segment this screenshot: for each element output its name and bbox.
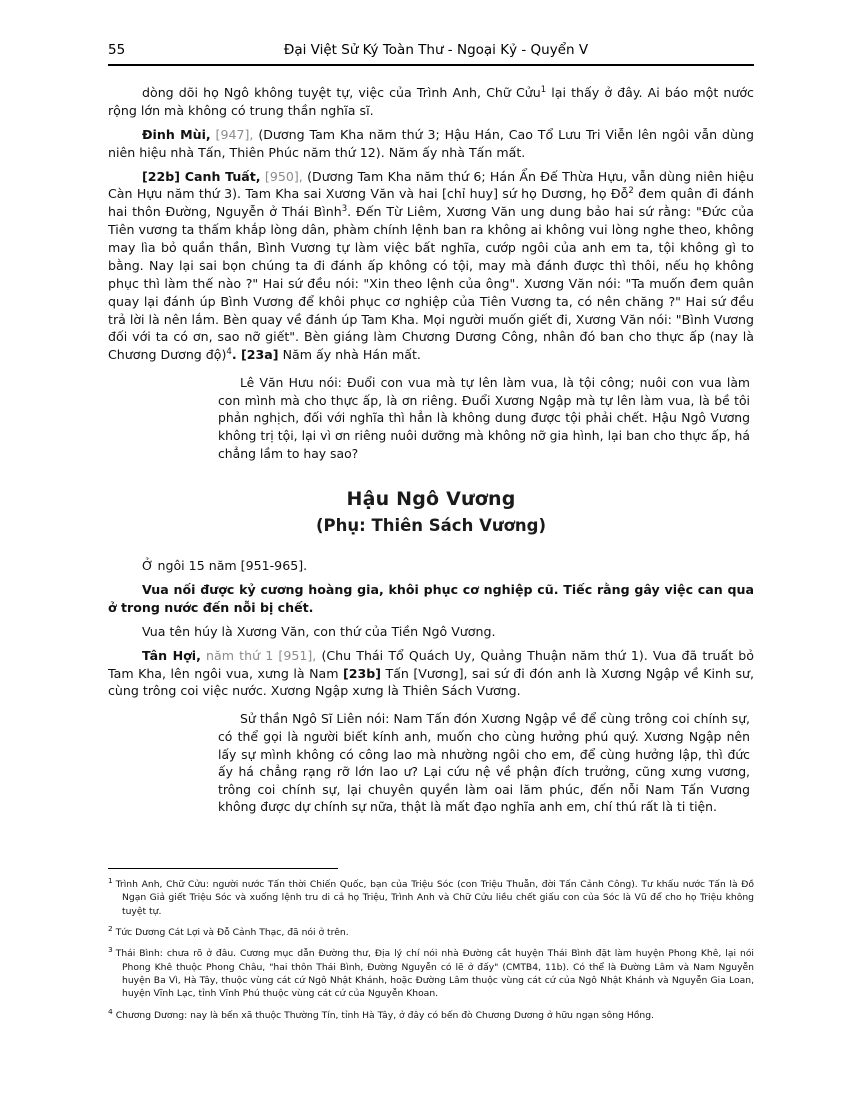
section-subtitle: (Phụ: Thiên Sách Vương) — [315, 516, 547, 536]
footnote-ref-4[interactable]: 4 — [226, 347, 232, 358]
header-rule — [108, 64, 754, 66]
footnote-item — [108, 947, 754, 1000]
footnote-number: 3 — [108, 945, 113, 955]
footnote-text: Tức Dương Cát Lợi và Đỗ Cảnh Thạc, đã nói ở trên. — [115, 926, 349, 938]
paragraph-tan-hoi-text-a: (Chu Thái Tổ Quách Uy, Quảng Thuận năm thứ 1). Vua đã truất bỏ Tam Kha, lên ngôi vua, xưng là Nam — [108, 647, 755, 681]
paragraph-name: Vua tên húy là Xương Văn, con thứ của Tiền Ngô Vương. — [142, 623, 496, 639]
folio-marker-23b: [23b] — [342, 665, 382, 681]
footnote-number: 2 — [108, 923, 113, 933]
paragraph-3 — [108, 168, 754, 365]
year-label-tan-hoi: Tân Hợi, — [142, 647, 201, 663]
paragraph-tan-hoi-text-b: Tấn [Vương], sai sứ đi đón anh là Xương Ngập về Kinh sư, cùng trông coi việc nước. Xương Ngập xưng là Thiên Sách Vương. — [108, 665, 754, 699]
year-label-dinh-mui: Đinh Mùi, — [142, 126, 211, 142]
footnote-item — [108, 875, 754, 918]
commentary-le-van-huu-text: Lê Văn Hưu nói: Đuổi con vua mà tự lên làm vua, là tội công; nuôi con vua làm con mình mà cho thực ấp, là ơn riêng. Đuổi Xương Ngập mà tự lên làm vua, là bề tôi phản nghịch, đối với nghĩa thì hẳn là không dung được tội phải chết. Hậu Ngô Vương không trị tội, lại vì ơn riêng nuôi dưỡng mà không nỡ gia hình, lại ban cho thực ấp, há chẳng lầm to hay sao? — [218, 375, 750, 461]
footnote-item — [108, 923, 754, 939]
paragraph-reign-length: Ở ngôi 15 năm [951-965]. — [142, 558, 308, 574]
paragraph-1-continued: lại thấy ở đây. Ai báo một nước rộng lớn mà không có trung thần nghĩa sĩ. — [108, 85, 754, 118]
footnote-ref-2[interactable]: 2 — [628, 186, 634, 197]
paragraph-2-text: (Dương Tam Kha năm thứ 3; Hậu Hán, Cao Tổ Lưu Tri Viễn lên ngôi vẫn dùng niên hiệu nhà Tấn, Thiên Phúc năm thứ 12). Năm ấy nhà Tấn mất. — [108, 126, 754, 160]
running-head-title: Đại Việt Sử Ký Toàn Thư - Ngoại Kỷ - Quyển V — [283, 42, 589, 58]
paragraph-3-text-b: đem quân đi đánh hai thôn Đường, Nguyễn ở Thái Bình — [108, 186, 754, 220]
year-gregorian-950: [950], — [260, 168, 303, 184]
paragraph-3-text-c: . Đến Từ Liêm, Xương Văn ung dung bảo hai sứ rằng: "Đức của Tiên vương ta thấm khắp lòng dân, phàm chính lệnh ban ra không ai không vui lòng nghe theo, không may lìa bỏ quần thần, Bình Vương tự làm việc bất nghĩa, cướp ngôi của anh em ta, tội không gì to bằng. Nay lại sai bọn chúng ta đi đánh ấp không có tội, may mà đánh được thì thôi, nếu họ không phục thì làm thế nào ?" Hai sứ đều nói: "Xin theo lệnh của ông". Xương Văn nói: "Ta muốn đem quân quay lại đánh úp Bình Vương để khôi phục cơ nghiệp của Tiên Vương ta, có nên chăng ?" Hai sứ đều trả lời là nên lắm. Bèn quay về đánh úp Tam Kha. Mọi người muốn giết đi, Xương Văn nói: "Bình Vương đối với ta có ơn, sao nỡ giết". Bèn giáng làm Chương Dương Công, nhân đó ban cho thực ấp (nay là Chương Dương độ) — [108, 204, 754, 363]
section-title: Hậu Ngô Vương — [346, 488, 516, 511]
footnote-item — [108, 1006, 754, 1022]
paragraph-3-text-a: (Dương Tam Kha năm thứ 6; Hán Ẩn Đế Thừa Hựu, vẫn dùng niên hiệu Càn Hựu năm thứ 3). Tam Kha sai Xương Văn và hai [chỉ huy] sứ họ Dương, họ Đỗ — [108, 168, 755, 202]
page-number: 55 — [108, 42, 126, 58]
footnote-ref-3[interactable]: 3 — [341, 204, 348, 215]
footnote-separator-rule — [108, 868, 338, 869]
folio-marker-23a: . [23a] — [231, 347, 279, 363]
footnote-text: Thái Bình: chưa rõ ở đâu. Cương mục dẫn Đường thư, Địa lý chí nói nhà Đường cắt huyện Thái Bình đặt làm huyện Phong Khê, lại nói Phong Khê thuộc Phong Châu, "hai thôn Thái Bình, Đường Nguyễn có lẽ ở đấy" (CMTB4, 11b). Có thể là Đường Lâm và Nam Nguyễn huyện Ba Vì, Hà Tây, thuộc vùng cát cứ Ngô Nhật Khánh, hoặc Đường Lâm thuộc vùng cát cứ của Ngô Nhật Khánh và Nguyễn Gia Loan, huyện Vĩnh Lạc, tỉnh Vĩnh Phú thuộc vùng cát cứ của Nguyễn Khoan. — [115, 948, 754, 1000]
commentary-ngo-si-lien — [108, 710, 754, 816]
page-header — [108, 42, 754, 64]
year-gregorian-951: năm thứ 1 [951], — [200, 647, 317, 663]
paragraph-summary: Vua nối được kỷ cương hoàng gia, khôi phục cơ nghiệp cũ. Tiếc rằng gây việc can qua ở trong nước đến nỗi bị chết. — [108, 582, 754, 615]
footnote-number: 4 — [108, 1006, 113, 1016]
footnote-ref-1[interactable]: 1 — [540, 84, 547, 95]
commentary-le-van-huu — [108, 374, 754, 462]
paragraph-1 — [108, 84, 754, 120]
paragraph-3-text-d: Năm ấy nhà Hán mất. — [278, 347, 421, 363]
footnote-number: 1 — [108, 875, 113, 885]
footnotes-section — [108, 868, 754, 1030]
footnote-text: Chương Dương: nay là bến xã thuộc Thường Tín, tỉnh Hà Tây, ở đây có bến đò Chương Dương ở hữu ngạn sông Hồng. — [115, 1009, 654, 1021]
footnote-text: Trình Anh, Chữ Cửu: người nước Tấn thời Chiến Quốc, bạn của Triệu Sóc (con Triệu Thuẫn, đời Tấn Cảnh Công). Tư khấu nước Tấn là Đồ Ngạn Giả giết Triệu Sóc và xuống lệnh tru di cả họ Triệu, Trình Anh và Chữ Cửu liều chết giấu con của Sóc là Vũ để cho họ Triệu không tuyệt tự. — [115, 878, 754, 917]
paragraph-tan-hoi — [108, 647, 754, 701]
commentary-ngo-si-lien-text: Sử thần Ngô Sĩ Liên nói: Nam Tấn đón Xương Ngập về để cùng trông coi chính sự, có thể gọi là người biết kính anh, muốn cho cùng hưởng phú quý. Xương Ngập nên lấy sự mình không có công lao mà nhường ngôi cho em, để cùng hưởng lập, thì đức ấy há chẳng rạng rỡ lớn lao ư? Lại cứu nệ về phận đích trưởng, cũng xưng vương, trông coi chính sự, lại chuyên quyền làm oai lăm phúc, đến nỗi Nam Tấn Vương không được dự chính sự nữa, thật là mất đạo nghĩa anh em, chí thú rất là ti tiện. — [218, 711, 750, 815]
paragraph-1-text: dòng dõi họ Ngô không tuyệt tự, việc của Trình Anh, Chữ Cửu — [142, 85, 541, 100]
folio-marker-22b-canh-tuat: [22b] Canh Tuất, — [142, 168, 261, 184]
year-gregorian-947: [947], — [210, 126, 254, 142]
paragraph-2 — [108, 126, 754, 162]
